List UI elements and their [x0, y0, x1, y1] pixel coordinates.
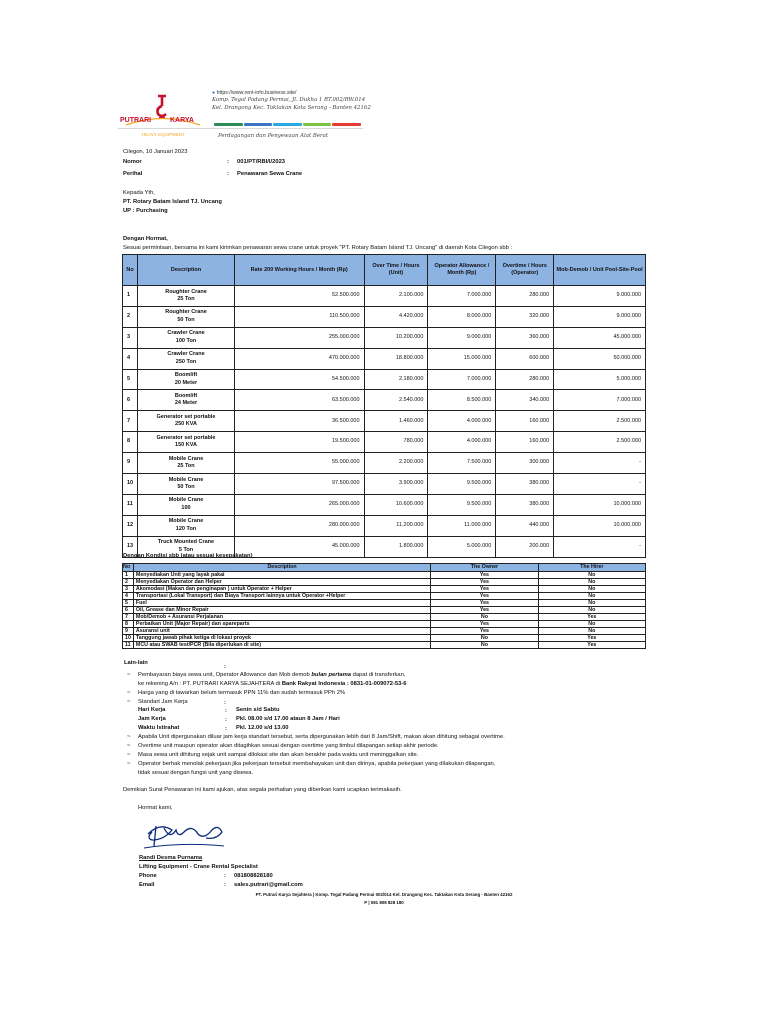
col-header-no: No: [123, 255, 138, 286]
cond-no: 1: [123, 572, 134, 579]
row-description: Mobile Crane 50 Ton: [138, 474, 235, 495]
col-header-mob-demob: Mob-Demob / Unit Pool-Site-Pool: [554, 255, 646, 286]
row-operator-allowance: 9.000.000: [428, 327, 496, 348]
address-line-1: Komp. Tegal Padang Permai, Jl. Dukha 1 RT.002/RW.014: [212, 97, 366, 104]
crane-rate-table: [122, 254, 646, 558]
cond-header-no: No: [123, 564, 134, 572]
row-description: Mobile Crane 120 Ton: [138, 515, 235, 536]
phone-colon: :: [224, 873, 226, 879]
row-overtime-operator: 160.000: [496, 432, 554, 453]
cond-owner: Yes: [431, 621, 538, 628]
condition-row: [123, 628, 646, 635]
cond-hirer: No: [538, 593, 645, 600]
closing-paragraph: Demikian Surat Penawaran ini kami ajukan, atas segala perhatian yang diberikan kami ucapkan terimakasih.: [123, 787, 402, 793]
cond-no: 5: [123, 600, 134, 607]
company-header-info: [212, 90, 371, 112]
svg-text:PUTRARI: PUTRARI: [120, 117, 152, 124]
row-description: Mobile Crane 100: [138, 494, 235, 515]
istirahat-label: Waktu Istirahat: [138, 725, 180, 731]
email-label: Email: [139, 882, 155, 888]
cond-description: Mob/Demob + Asuransi Perjalanan: [133, 614, 430, 621]
row-no: 10: [123, 474, 138, 495]
row-overtime-unit: 2.540.000: [364, 390, 428, 411]
row-overtime-unit: 2.180.000: [364, 369, 428, 390]
condition-row: [123, 579, 646, 586]
row-overtime-unit: 2.200.000: [364, 453, 428, 474]
row-overtime-operator: 160.000: [496, 411, 554, 432]
bullet: ~: [127, 699, 131, 705]
bullet: ~: [127, 761, 131, 767]
cond-description: Fuel: [133, 600, 430, 607]
cond-owner: Yes: [431, 600, 538, 607]
condition-row: [123, 621, 646, 628]
condition-row: [123, 593, 646, 600]
row-no: 6: [123, 390, 138, 411]
jam-kerja-label: Jam Kerja: [138, 716, 166, 722]
company-logo: [118, 92, 208, 140]
row-operator-allowance: 7.000.000: [428, 369, 496, 390]
col-header-operator-allowance: Operator Allowance / Month (Rp): [428, 255, 496, 286]
table-row: [123, 390, 646, 411]
row-overtime-operator: 300.000: [496, 453, 554, 474]
col-header-overtime-unit: Over Time / Hours (Unit): [364, 255, 428, 286]
nomor-value: 001/PT/RBI/I/2023: [237, 159, 286, 165]
condition-row: [123, 586, 646, 593]
row-rate: 19.500.000: [234, 432, 364, 453]
cond-header-owner: The Owner: [431, 564, 538, 572]
cond-hirer: Yes: [538, 642, 645, 649]
table-row: [123, 286, 646, 307]
table-header-row: [123, 255, 646, 286]
row-rate: 470.000.000: [234, 348, 364, 369]
cond-header-hirer: The Hirer: [538, 564, 645, 572]
row-mob-demob: 5.000.000: [554, 369, 646, 390]
perihal-label: Perihal: [123, 171, 143, 177]
note-standar-jam: Standart Jam Kerja: [138, 699, 188, 705]
row-rate: 255.000.000: [234, 327, 364, 348]
cond-description: Oil, Grease dan Minor Repair: [133, 607, 430, 614]
table-row: [123, 348, 646, 369]
row-description: Crawler Crane 250 Ton: [138, 348, 235, 369]
row-no: 11: [123, 494, 138, 515]
condition-row: [123, 635, 646, 642]
signature: [142, 810, 226, 856]
cond-hirer: Yes: [538, 635, 645, 642]
row-overtime-operator: 340.000: [496, 390, 554, 411]
row-mob-demob: 7.000.000: [554, 390, 646, 411]
istirahat-value: Pkl. 12.00 s/d 13.00: [236, 725, 289, 731]
cond-owner: Yes: [431, 579, 538, 586]
row-no: 1: [123, 286, 138, 307]
row-description: Mobile Crane 25 Ton: [138, 453, 235, 474]
row-rate: 265.000.000: [234, 494, 364, 515]
hari-kerja-label: Hari Kerja: [138, 707, 166, 713]
row-mob-demob: 9.000.000: [554, 286, 646, 307]
row-no: 8: [123, 432, 138, 453]
cond-description: Menyediakan Operator dan Helper: [133, 579, 430, 586]
row-overtime-unit: 10.600.000: [364, 494, 428, 515]
signatory-role: Lifting Equipment - Crane Rental Specialist: [139, 864, 258, 870]
row-overtime-operator: 360.000: [496, 327, 554, 348]
cond-hirer: No: [538, 579, 645, 586]
cond-owner: Yes: [431, 593, 538, 600]
hormat-kami: Hormat kami,: [138, 805, 173, 811]
svg-text:KARYA: KARYA: [170, 117, 194, 124]
row-operator-allowance: 7.000.000: [428, 286, 496, 307]
cond-no: 4: [123, 593, 134, 600]
email-colon: :: [224, 882, 226, 888]
row-mob-demob: -: [554, 536, 646, 557]
cond-hirer: No: [538, 586, 645, 593]
row-mob-demob: -: [554, 453, 646, 474]
cond-no: 2: [123, 579, 134, 586]
cond-owner: No: [431, 635, 538, 642]
row-description: Generator set portable 250 KVA: [138, 411, 235, 432]
note-overtime-rule: Apabila Unit dipergunakan diluar jam kerja standart tersebut, serta dipergunakan lebih dari 8 Jam/Shift, makan akan dihitung sebagai overtime.: [138, 734, 505, 740]
row-description: Roughter Crane 50 Ton: [138, 306, 235, 327]
company-tagline: Perdagangan dan Penyewaan Alat Berat: [218, 133, 328, 139]
bullet: ~: [127, 743, 131, 749]
globe-icon: ●: [212, 90, 216, 96]
footer-phone: P | 081 808 828 180: [364, 900, 404, 905]
bullet: ~: [127, 734, 131, 740]
cond-no: 9: [123, 628, 134, 635]
row-overtime-operator: 440.000: [496, 515, 554, 536]
hari-kerja-colon: :: [225, 708, 227, 714]
row-rate: 97.500.000: [234, 474, 364, 495]
row-no: 12: [123, 515, 138, 536]
cond-owner: Yes: [431, 607, 538, 614]
phone-label: Phone: [139, 873, 157, 879]
note-operator-right-cont: tidak sesuai dengan fungsi unit yang disewa.: [138, 770, 254, 776]
row-mob-demob: 2.500.000: [554, 432, 646, 453]
row-mob-demob: 9.000.000: [554, 306, 646, 327]
website-link[interactable]: ● https://www.rent-info.business.site/: [212, 90, 297, 96]
row-mob-demob: 10.000.000: [554, 494, 646, 515]
table-row: [123, 494, 646, 515]
table-row: [123, 369, 646, 390]
row-rate: 36.500.000: [234, 411, 364, 432]
row-operator-allowance: 8.000.000: [428, 306, 496, 327]
row-no: 2: [123, 306, 138, 327]
row-description: Roughter Crane 25 Ton: [138, 286, 235, 307]
row-description: Truck Mounted Crane 5 Ton: [138, 536, 235, 557]
cond-hirer: Yes: [538, 614, 645, 621]
hari-kerja-value: Senin s/d Sabtu: [236, 707, 280, 713]
cond-no: 3: [123, 586, 134, 593]
table-row: [123, 411, 646, 432]
cond-hirer: No: [538, 572, 645, 579]
cond-description: Akomodasi (Makan dan penginapan ) untuk Operator + Helper: [133, 586, 430, 593]
conditions-header-row: [123, 564, 646, 572]
recipient-up: UP : Purchasing: [123, 208, 168, 214]
row-no: 9: [123, 453, 138, 474]
row-rate: 110.500.000: [234, 306, 364, 327]
note-account: ke rekening A/n : PT. PUTRARI KARYA SEJAHTERA di Bank Rakyat Indonesia : 0831-01-009072-53-6: [138, 681, 407, 687]
address-line-2: Kel. Drangong Kec. Taktakan Kota Serang - Banten 42162: [212, 104, 371, 111]
row-operator-allowance: 4.000.000: [428, 432, 496, 453]
table-row: [123, 432, 646, 453]
conditions-title: Dengan Kondisi sbb (atau sesuai kesepakatan): [123, 553, 253, 559]
table-row: [123, 306, 646, 327]
row-description: Generator set portable 150 KVA: [138, 432, 235, 453]
cond-hirer: No: [538, 628, 645, 635]
lain-lain-colon: :: [224, 664, 226, 670]
col-header-description: Description: [138, 255, 235, 286]
row-mob-demob: 45.000.000: [554, 327, 646, 348]
row-description: Crawler Crane 100 Ton: [138, 327, 235, 348]
istirahat-colon: :: [225, 726, 227, 732]
row-no: 4: [123, 348, 138, 369]
stripe: [244, 123, 273, 126]
row-overtime-operator: 320.000: [496, 306, 554, 327]
row-no: 13: [123, 536, 138, 557]
row-overtime-operator: 280.000: [496, 369, 554, 390]
col-header-overtime-operator: Overtime / Hours (Operator): [496, 255, 554, 286]
nomor-colon: :: [227, 159, 229, 165]
row-overtime-unit: 11.200.000: [364, 515, 428, 536]
cond-no: 7: [123, 614, 134, 621]
conditions-table: [122, 563, 646, 649]
footer-address: PT. Putrari Karya Sejahtera | Komp. Tegal Padang Permai 002/014 Kel. Drangong Kec. Taktakan Kota Serang - Banten 42162: [255, 892, 513, 897]
cond-hirer: No: [538, 607, 645, 614]
cond-owner: Yes: [431, 628, 538, 635]
row-overtime-unit: 18.800.000: [364, 348, 428, 369]
stripe: [273, 123, 302, 126]
row-overtime-operator: 200.000: [496, 536, 554, 557]
bullet: ~: [127, 672, 131, 678]
row-overtime-unit: 3.900.000: [364, 474, 428, 495]
color-stripes: [214, 123, 362, 128]
row-mob-demob: 50.000.000: [554, 348, 646, 369]
table-row: [123, 474, 646, 495]
stripe: [303, 123, 332, 126]
row-overtime-operator: 280.000: [496, 286, 554, 307]
table-row: [123, 327, 646, 348]
recipient-name: PT. Rotary Batam Island TJ. Uncang: [123, 199, 222, 205]
note-payment: Pembayaran biaya sewa unit, Operator Allowance dan Mob demob bulan pertama dapat di transferkan,: [138, 672, 406, 678]
row-no: 7: [123, 411, 138, 432]
cond-no: 10: [123, 635, 134, 642]
phone-value: 081808828180: [234, 873, 273, 879]
cond-header-description: Description: [133, 564, 430, 572]
cond-description: Transportasi (Lokal Transport) dan Biaya Transport lainnya untuk Operator +Helper: [133, 593, 430, 600]
row-rate: 52.500.000: [234, 286, 364, 307]
nomor-label: Nomor: [123, 159, 142, 165]
cond-owner: Yes: [431, 586, 538, 593]
note-harga: Harga yang di tawarkan belum termasuk PPN 11% dan sudah termasuk PPh 2%: [138, 690, 346, 696]
row-rate: 54.500.000: [234, 369, 364, 390]
row-overtime-operator: 600.000: [496, 348, 554, 369]
row-overtime-operator: 380.000: [496, 474, 554, 495]
cond-description: Asuransi unit: [133, 628, 430, 635]
cond-no: 11: [123, 642, 134, 649]
row-description: Boomlift 24 Meter: [138, 390, 235, 411]
row-overtime-unit: 4.420.000: [364, 306, 428, 327]
row-overtime-unit: 10.200.000: [364, 327, 428, 348]
row-overtime-operator: 380.000: [496, 494, 554, 515]
cond-no: 8: [123, 621, 134, 628]
row-operator-allowance: 15.000.000: [428, 348, 496, 369]
col-header-rate: Rate 200 Working Hours / Month (Rp): [234, 255, 364, 286]
row-operator-allowance: 11.000.000: [428, 515, 496, 536]
condition-row: [123, 607, 646, 614]
signatory-name: Randi Desma Purnama: [139, 855, 203, 861]
note-overtime-billing: Overtime unit maupun operator akan ditagihkan sesuai dengan overtime yang timbul dilapangan setiap akhir periode.: [138, 743, 439, 749]
jam-kerja-colon: :: [225, 717, 227, 723]
table-row: [123, 515, 646, 536]
row-mob-demob: 2.500.000: [554, 411, 646, 432]
row-rate: 55.000.000: [234, 453, 364, 474]
stripe: [214, 123, 243, 126]
email-value[interactable]: sales.putrari@gmail.com: [234, 882, 303, 888]
cond-owner: No: [431, 642, 538, 649]
intro-paragraph: Sesuai permintaan, bersama ini kami kirimkan penawaran sewa crane untuk proyek "PT. Rotary Batam Island TJ. Uncang" di daerah Kota Cilegon sbb :: [123, 245, 513, 251]
row-description: Boomlift 20 Meter: [138, 369, 235, 390]
header-divider: [118, 128, 363, 129]
cond-owner: Yes: [431, 572, 538, 579]
bullet: ~: [127, 752, 131, 758]
condition-row: [123, 572, 646, 579]
row-rate: 45.000.000: [234, 536, 364, 557]
cond-description: Tanggung jawab pihak ketiga di lokasi proyek: [133, 635, 430, 642]
row-rate: 280.000.000: [234, 515, 364, 536]
perihal-colon: :: [227, 171, 229, 177]
row-operator-allowance: 9.500.000: [428, 494, 496, 515]
row-overtime-unit: 1.800.000: [364, 536, 428, 557]
note-operator-right: Operator berhak menolak pekerjaan jika pekerjaan tersebut membahayakan unit dan dirinya, apabila pekerjaan yang dilakukan dilapangan,: [138, 761, 496, 767]
condition-row: [123, 614, 646, 621]
letter-date: Cilegon, 10 Januari 2023: [123, 149, 188, 155]
cond-owner: No: [431, 614, 538, 621]
perihal-value: Penawaran Sewa Crane: [237, 171, 303, 177]
cond-description: Perbaikan Unit (Major Repair) dan spareparts: [133, 621, 430, 628]
note-masa-sewa: Masa sewa unit dihitung sejak unit sampai dilokasi site dan akan berakhir pada waktu unit meninggalkan site.: [138, 752, 419, 758]
cond-description: Menyediakan Unit yang layak pakai: [133, 572, 430, 579]
svg-text:HEAVY EQUIPMENT: HEAVY EQUIPMENT: [142, 132, 185, 137]
cond-description: MCU atau SWAB test/PCR (Bila diperlukan di site): [133, 642, 430, 649]
condition-row: [123, 600, 646, 607]
row-operator-allowance: 9.500.000: [428, 474, 496, 495]
cond-hirer: No: [538, 621, 645, 628]
row-operator-allowance: 7.500.000: [428, 453, 496, 474]
row-rate: 63.500.000: [234, 390, 364, 411]
standar-colon: :: [224, 700, 226, 706]
row-no: 5: [123, 369, 138, 390]
row-operator-allowance: 5.000.000: [428, 536, 496, 557]
jam-kerja-value: Pkl. 08.00 s/d 17.00 ataun 8 Jam / Hari: [236, 716, 340, 722]
stripe: [332, 123, 361, 126]
table-row: [123, 453, 646, 474]
row-overtime-unit: 2.100.000: [364, 286, 428, 307]
greeting: Dengan Hormat,: [123, 236, 168, 242]
row-no: 3: [123, 327, 138, 348]
cond-hirer: No: [538, 600, 645, 607]
row-operator-allowance: 8.500.000: [428, 390, 496, 411]
row-overtime-unit: 1.460.000: [364, 411, 428, 432]
row-mob-demob: -: [554, 474, 646, 495]
row-operator-allowance: 4.000.000: [428, 411, 496, 432]
lain-lain-label: Lain-lain: [124, 660, 148, 666]
cond-no: 6: [123, 607, 134, 614]
row-overtime-unit: 780.000: [364, 432, 428, 453]
condition-row: [123, 642, 646, 649]
kepada-yth: Kepada Yth,: [123, 190, 155, 196]
row-mob-demob: 10.000.000: [554, 515, 646, 536]
bullet: ~: [127, 690, 131, 696]
